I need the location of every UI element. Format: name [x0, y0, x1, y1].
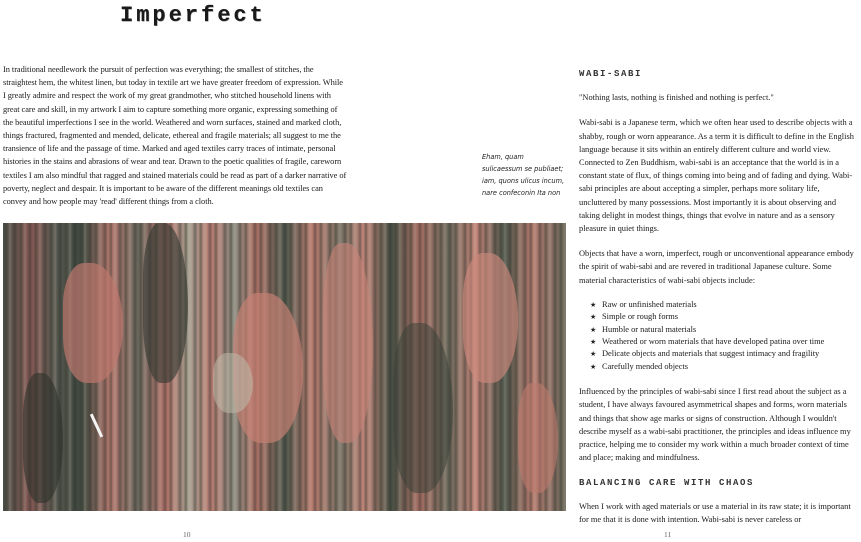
paragraph: Influenced by the principles of wabi-sabi since I first read about the subject as a student, I have always favoured asymmetrical shapes and forms, worn materials and things that show age marks or signs of construction. Although I wouldn't describe myself as a wabi-sabi practitioner, the principles and ideas influence my practice, helping me to consider my work within a much broader context of time and place; making and mindfulness. — [579, 387, 851, 463]
list-item — [590, 361, 854, 373]
body-line: histories in the stains and abrasions of wear and tear. Drawn to the poetic qualities of fragile, careworn — [3, 157, 342, 167]
list-item-text: Weathered or worn materials that have developed patina over time — [602, 337, 825, 347]
sidenote-line: nare confeconin Ita non — [482, 189, 561, 198]
body-line: textiles I am also mindful that ragged and stained materials could be read as part of a darker narrative of — [3, 170, 347, 180]
body-line: the beautiful imperfections I see in the world. Weathered and worn surfaces, stained and marked cloth, — [3, 117, 342, 127]
body-line: In traditional needlework the pursuit of perfection was everything; the smallest of stitches, the — [3, 65, 314, 74]
list-item — [590, 299, 854, 311]
star-bullet-icon: ★ — [590, 362, 597, 371]
body-line: great care and skill, in my artwork I aim to capture something more organic, expressing something of — [3, 104, 338, 114]
quote: "Nothing lasts, nothing is finished and nothing is perfect." — [579, 93, 774, 103]
page-number-left: 10 — [183, 530, 191, 539]
list-item-text: Humble or natural materials — [602, 324, 697, 334]
star-bullet-icon: ★ — [590, 325, 597, 334]
list-item — [590, 311, 854, 323]
spread-title: Imperfect — [120, 3, 266, 28]
star-bullet-icon: ★ — [590, 313, 597, 322]
list-item — [590, 336, 854, 348]
left-page-body — [3, 63, 375, 208]
page-number-right: 11 — [664, 530, 672, 539]
list-item-text: Simple or rough forms — [602, 312, 679, 322]
body-line: straightest hem, the whitest linen, but today in textile art we have greater freedom of expression. While — [3, 78, 343, 88]
sidenote-line: sulicaessum se publiaet; — [482, 165, 564, 174]
list-item-text: Raw or unfinished materials — [602, 299, 697, 309]
list-item-text: Delicate objects and materials that suggest intimacy and fragility — [602, 349, 820, 359]
body-line: things fractured, fragmented and mended, delicate, ethereal and fragile materials; all suggest to me the — [3, 131, 341, 141]
paragraph: Objects that have a worn, imperfect, rough or unconventional appearance embody the spirit of wabi-sabi and are revered in traditional Japanese culture. Some material characteristics of wabi-sabi objects include: — [579, 249, 854, 285]
paragraph: When I work with aged materials or use a material in its raw state; it is important for me that it is done with intention. Wabi-sabi is never careless or — [579, 501, 851, 524]
right-page-body — [579, 63, 854, 526]
sidenote-line: iam, quons ulicus incum, — [482, 177, 565, 186]
body-line: I greatly admire and respect the work of my great grandmother, who stitched household linens with — [3, 91, 331, 101]
list-item — [590, 324, 854, 336]
list-item-text: Carefully mended objects — [602, 361, 689, 371]
paragraph: Wabi-sabi is a Japanese term, which we often hear used to describe objects with a shabby, rough or worn appearance. As a term it is difficult to define in the English language because it sits within an entirely different culture and world view. Connected to Zen Buddhism, wabi-sabi is an acceptance that the world is in a constant state of flux, of things coming into being and of fading and dying. Wabi-sabi principles are about accepting a simpler, perhaps more solitary life, uncluttered by many possessions. Most importantly it is about observing and taking delight in modest things, things that evolve in nature and as a sensory pleasure in quiet things. — [579, 118, 854, 234]
star-bullet-icon: ★ — [590, 338, 597, 347]
heading-wabi-sabi: WABI-SABI — [579, 69, 643, 79]
body-line: poverty, neglect and despair. It is important to be aware of the different meanings old textiles can — [3, 183, 323, 193]
characteristics-list — [579, 299, 854, 373]
star-bullet-icon: ★ — [590, 350, 597, 359]
heading-balancing-care: BALANCING CARE WITH CHAOS — [579, 477, 755, 488]
sidenote — [482, 151, 577, 199]
list-item — [590, 348, 854, 360]
body-line: transience of life and the passage of time. Marked and aged textiles carry traces of intimate, personal — [3, 144, 336, 154]
body-line: convey and how people may 'read' different things from a cloth. — [3, 197, 214, 207]
sidenote-line: Eham, quam — [482, 153, 524, 161]
peeling-paint-photo — [3, 223, 566, 511]
star-bullet-icon: ★ — [590, 300, 597, 309]
